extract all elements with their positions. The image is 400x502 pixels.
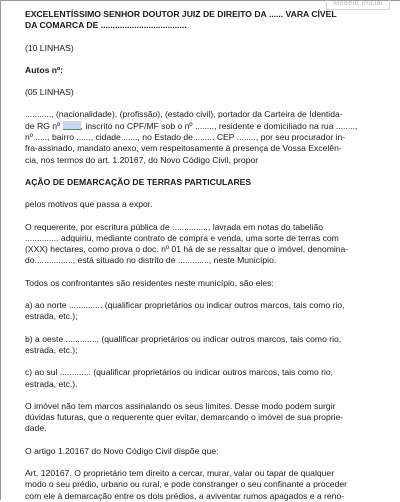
- text-segment: de RG nº: [25, 120, 61, 131]
- article-intro: O artigo 1.20167 do Novo Código Civil dispõe que:: [25, 445, 219, 456]
- paragraph-line: a) ao norte .............. (qualificar proprietários ou indicar outros marcos, tais como rio,: [25, 300, 345, 311]
- paragraph-line: O imóvel não tem marcos assinalando os seus limites. Desse modo podem surgir: [25, 400, 336, 411]
- qualification-paragraph: [25, 109, 387, 165]
- paragraph-line: do................, está situado no distrito de ............., neste Município.: [25, 255, 277, 266]
- paragraph-line: O requerente, por escritura pública de ..............., lavrada em notas do tabelião: [25, 221, 324, 232]
- qualification-line: cia, nos termos do art. 1.20167, do Novo Código Civil, propor: [25, 154, 259, 165]
- confrontant-north: [25, 300, 387, 323]
- paragraph-line: (XXX) hectares, como prova o doc. nº 01 há de se ressaltar que o imóvel, denomina-: [25, 244, 349, 255]
- paragraph-line: dúvidas futuras, que o requerente quer evitar, demarcando o imóvel de sua proprie-: [25, 412, 344, 423]
- paragraph-line: b) a oeste .............. (qualificar proprietários ou indicar outros marcos, tais como rio,: [25, 333, 342, 344]
- spacing-note-05-lines: (05 LINHAS): [25, 87, 74, 98]
- paragraph-line: estrada, etc.).: [25, 378, 78, 389]
- paragraph-line: modo o seu prédio, urbano ou rural, e pode constranger o seu confinante a proceder: [25, 479, 348, 490]
- motives-line: pelos motivos que passa a expor.: [25, 199, 153, 210]
- qualification-line: [25, 121, 387, 132]
- article-quote: [25, 468, 387, 502]
- court-header-line-2: DA COMARCA DE ....................................: [25, 20, 187, 31]
- court-header-line-1: EXCELENTÍSSIMO SENHOR DOUTOR JUIZ DE DIREITO DA ...... VARA CÍVEL: [25, 9, 337, 19]
- acquisition-paragraph: [25, 222, 387, 267]
- paragraph-line: .............. adquiriu, mediante contrato de compra e venda, uma sorte de terras com: [25, 232, 339, 243]
- document-body: [25, 9, 387, 502]
- paragraph-line: com ele à demarcação entre os dois prédios, a aviventar rumos apagados e a reno-: [25, 490, 345, 501]
- text-segment: , inscrito no CPF/MF sob o nº ........, residente e domiciliado na rua ........,: [80, 120, 358, 131]
- qualification-line: ..........., (nacionalidade), (profissão), (estado civil), portador da Carteira de Identida-: [25, 109, 343, 120]
- confrontant-west: [25, 334, 387, 357]
- paragraph-line: estrada, etc.);: [25, 311, 78, 322]
- paragraph-line: c) ao sul ............. (qualificar proprietários ou indicar outros marcos, tais como rio,: [25, 367, 334, 378]
- action-title: AÇÃO DE DEMARCAÇÃO DE TERRAS PARTICULARES: [25, 176, 252, 187]
- no-boundary-paragraph: [25, 401, 387, 435]
- confrontant-south: [25, 367, 387, 390]
- highlight-marker: [63, 121, 81, 130]
- watermark-label: Modelo Inicial: [326, 0, 390, 10]
- confrontants-intro: Todos os confrontantes são residentes neste município, são eles:: [25, 277, 274, 288]
- paragraph-line: estrada, etc.);: [25, 344, 78, 355]
- qualification-line: fra-assinado, mandato anexo, vem respeitosamente à presença de Vossa Excelên-: [25, 143, 342, 154]
- case-number-label: Autos nº:: [25, 64, 63, 75]
- spacing-note-10-lines: (10 LINHAS): [25, 42, 74, 53]
- qualification-line: nº ....., bairro ......, cidade ......, no Estado de ........ CEP ........, por seu procurador in-: [25, 132, 346, 143]
- paragraph-line: Art. 120167. O proprietário tem direito a cercar, murar, valar ou tapar de qualquer: [25, 468, 335, 479]
- paragraph-line: dade.: [25, 423, 47, 434]
